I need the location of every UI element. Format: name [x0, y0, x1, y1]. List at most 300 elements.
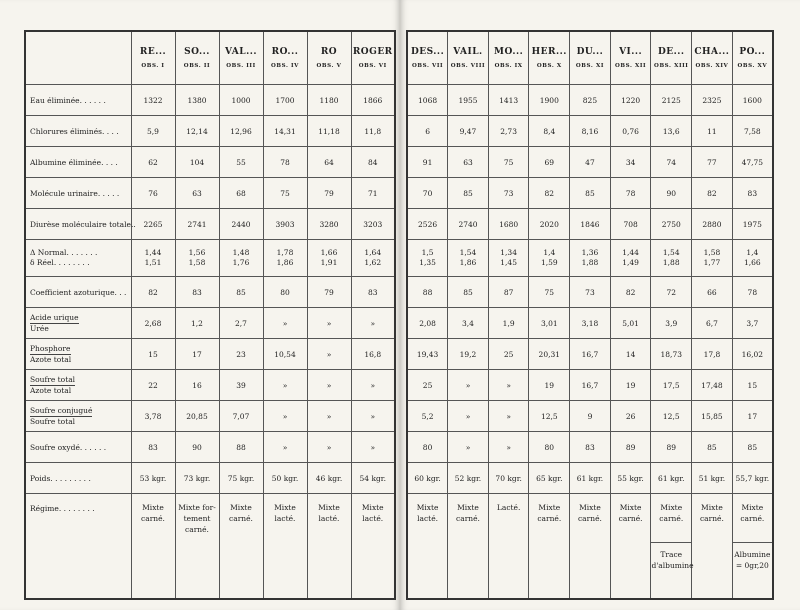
value: 65 kgr.	[536, 473, 563, 483]
observation-number: OBS. V	[316, 63, 342, 69]
data-cell	[651, 432, 692, 463]
data-cell	[651, 116, 692, 147]
value: 78	[747, 287, 758, 297]
table-row-coefficient	[407, 277, 773, 308]
delta-normal-value: 1,56	[188, 248, 206, 257]
delta-label-stack	[30, 248, 131, 268]
delta-values	[264, 248, 307, 268]
value: 18,73	[660, 349, 682, 359]
regime-line: Mixte for-	[178, 503, 216, 512]
data-cell	[219, 116, 263, 147]
data-cell	[488, 370, 529, 401]
row-label	[25, 339, 131, 370]
table-row-acide	[407, 308, 773, 339]
data-cell	[651, 370, 692, 401]
table-row-poids	[407, 463, 773, 494]
data-cell	[219, 240, 263, 277]
value: 46 kgr.	[315, 473, 343, 483]
row-label	[25, 178, 131, 209]
value: 12,14	[186, 126, 208, 136]
data-cell	[175, 339, 219, 370]
data-cell	[610, 463, 651, 494]
value: 0,76	[622, 126, 639, 136]
delta-normal-value: 1,78	[276, 248, 294, 257]
value: »	[326, 442, 332, 452]
value: 77	[707, 157, 717, 167]
data-cell	[448, 339, 489, 370]
data-cell	[529, 277, 570, 308]
value: 2750	[661, 219, 681, 229]
table-row-phosphore	[25, 339, 395, 370]
value: 68	[236, 188, 246, 198]
data-cell	[651, 178, 692, 209]
table-row-molecule	[407, 178, 773, 209]
regime-line: carné.	[537, 514, 562, 523]
value: 1322	[143, 95, 163, 105]
value: 90	[192, 442, 202, 452]
value: 3,9	[665, 318, 678, 328]
value: 47,75	[741, 157, 764, 167]
value: 53 kgr.	[139, 473, 167, 483]
delta-normal-value: 1,66	[320, 248, 338, 257]
data-cell	[131, 178, 175, 209]
observation-number: OBS. II	[183, 63, 211, 69]
value: »	[465, 442, 471, 452]
regime-line: Mixte	[318, 503, 340, 512]
value: 6,7	[705, 318, 718, 328]
data-cell	[131, 277, 175, 308]
data-cell	[351, 147, 395, 178]
value: 79	[324, 287, 334, 297]
data-cell	[488, 147, 529, 178]
value: 85	[236, 287, 246, 297]
data-cell	[732, 209, 773, 240]
value: 19	[625, 380, 636, 390]
data-cell	[219, 339, 263, 370]
value: 12,96	[230, 126, 252, 136]
value: »	[370, 318, 376, 328]
observation-number: OBS. IX	[494, 63, 523, 69]
value: 82	[148, 287, 158, 297]
data-cell	[692, 277, 733, 308]
value: 2,73	[500, 126, 517, 136]
value: 69	[544, 157, 555, 167]
delta-reel-value: 1,88	[581, 258, 599, 267]
data-cell	[351, 116, 395, 147]
data-cell	[692, 370, 733, 401]
data-cell	[175, 308, 219, 339]
data-cell	[175, 209, 219, 240]
value: 73 kgr.	[183, 473, 211, 483]
data-cell	[570, 116, 611, 147]
value: 75	[544, 287, 555, 297]
patient-header	[651, 31, 692, 85]
data-cell	[307, 370, 351, 401]
patient-name: VAL...	[225, 47, 257, 57]
data-cell	[263, 147, 307, 178]
value: 51 kgr.	[698, 473, 726, 483]
data-cell	[692, 463, 733, 494]
data-cell	[263, 401, 307, 432]
data-cell	[488, 85, 529, 116]
observation-number: OBS. VII	[411, 63, 444, 69]
data-cell	[407, 432, 448, 463]
value: 1380	[187, 95, 207, 105]
value: 19	[544, 380, 555, 390]
regime-line: Mixte	[538, 503, 561, 512]
data-cell	[610, 85, 651, 116]
delta-values	[529, 248, 569, 268]
data-cell	[263, 432, 307, 463]
regime-line: Mixte	[741, 503, 764, 512]
value: 2526	[418, 219, 438, 229]
value: 85	[463, 287, 473, 297]
data-cell	[692, 308, 733, 339]
value: 60 kgr.	[414, 473, 441, 483]
patient-name: VAIL.	[453, 47, 483, 57]
row-label-text: δ Réel. . . . . . . .	[30, 258, 90, 267]
row-label-text: Soufre oxydé. . . . . .	[30, 442, 107, 452]
data-cell	[732, 339, 773, 370]
data-cell	[407, 370, 448, 401]
value: 3203	[363, 219, 383, 229]
delta-normal-value: 1,64	[364, 248, 382, 257]
data-cell	[610, 494, 651, 600]
data-cell	[570, 370, 611, 401]
data-cell	[529, 339, 570, 370]
value: »	[506, 380, 511, 390]
value: 91	[422, 157, 433, 167]
data-cell	[219, 308, 263, 339]
value: 72	[666, 287, 677, 297]
data-cell	[351, 432, 395, 463]
value: 55 kgr.	[617, 473, 644, 483]
data-cell	[219, 209, 263, 240]
ratio-numerator: Soufre conjugué	[30, 405, 93, 415]
data-cell	[407, 339, 448, 370]
data-cell	[131, 339, 175, 370]
data-cell	[219, 277, 263, 308]
delta-normal-value: 1,44	[622, 248, 639, 257]
table-row-soufre	[25, 370, 395, 401]
header-label-cell	[25, 31, 131, 85]
value: 6	[425, 126, 430, 136]
row-label-text: Molécule urinaire. . . . .	[30, 188, 120, 198]
data-cell	[307, 401, 351, 432]
value: 9	[587, 411, 593, 421]
data-cell	[131, 308, 175, 339]
data-cell	[448, 277, 489, 308]
data-cell	[488, 209, 529, 240]
data-cell	[175, 401, 219, 432]
value: 85	[585, 188, 595, 198]
data-cell	[131, 209, 175, 240]
row-label-text: Chlorures éliminés. . . .	[30, 126, 119, 136]
table-row-acide	[25, 308, 395, 339]
patient-header	[175, 31, 219, 85]
value: 74	[666, 157, 677, 167]
note-line: d'albumine	[651, 561, 694, 570]
patient-name: ROGER	[352, 47, 393, 57]
data-cell	[692, 209, 733, 240]
data-cell	[407, 209, 448, 240]
value: 75 kgr.	[227, 473, 255, 483]
data-cell	[488, 277, 529, 308]
table-row-eau	[25, 85, 395, 116]
value: 1000	[231, 95, 251, 105]
value: 15,85	[701, 411, 723, 421]
table-row-diurese	[25, 209, 395, 240]
regime-line: Mixte	[142, 503, 164, 512]
value: 9,47	[459, 126, 477, 136]
data-cell	[263, 339, 307, 370]
data-cell	[131, 494, 175, 600]
patient-name: RO...	[271, 47, 299, 57]
data-cell	[448, 178, 489, 209]
patient-header	[529, 31, 570, 85]
data-cell	[529, 147, 570, 178]
ratio-label	[30, 344, 71, 365]
patient-name: RO	[320, 47, 338, 57]
regime-line: carné.	[699, 514, 724, 523]
regime-line: Lacté.	[496, 503, 521, 512]
header-row	[407, 31, 773, 85]
note-line: Albumine	[734, 550, 771, 559]
delta-reel-value: 1,77	[703, 258, 721, 267]
delta-normal-value: 1,36	[581, 248, 599, 257]
data-cell	[175, 432, 219, 463]
delta-reel-value: 1,45	[500, 258, 517, 267]
table-row-albumine	[25, 147, 395, 178]
data-cell	[570, 240, 611, 277]
value: 3,4	[462, 318, 474, 328]
table-row-regime	[407, 494, 773, 600]
value: 17,8	[703, 349, 721, 359]
regime-line: carné.	[229, 514, 253, 523]
ratio-numerator: Acide urique	[30, 312, 79, 322]
regime-line: lacté.	[362, 514, 384, 523]
data-cell	[448, 308, 489, 339]
value: 5,2	[421, 411, 434, 421]
patient-header	[732, 31, 773, 85]
value: 7,07	[232, 411, 250, 421]
data-cell	[692, 432, 733, 463]
left-data-table	[24, 30, 396, 600]
data-cell	[219, 463, 263, 494]
value: 20,31	[538, 349, 561, 359]
data-cell	[407, 401, 448, 432]
data-cell	[448, 432, 489, 463]
data-cell	[692, 240, 733, 277]
value: 23	[236, 349, 246, 359]
data-cell	[307, 178, 351, 209]
row-label	[25, 277, 131, 308]
delta-values	[651, 248, 691, 268]
value: »	[326, 380, 332, 390]
value: 1,2	[191, 318, 203, 328]
value: 83	[747, 188, 758, 198]
value: 85	[747, 442, 758, 452]
value: 85	[463, 188, 473, 198]
data-cell	[692, 116, 733, 147]
table-row-delta	[407, 240, 773, 277]
data-cell	[219, 178, 263, 209]
table-row-regime	[25, 494, 395, 600]
delta-normal-value: 1,34	[500, 248, 517, 257]
value: 2,7	[235, 318, 247, 328]
data-cell	[570, 147, 611, 178]
data-cell	[351, 209, 395, 240]
data-cell	[529, 432, 570, 463]
delta-reel-value: 1,66	[743, 258, 761, 267]
data-cell	[488, 401, 529, 432]
patient-header	[692, 31, 733, 85]
data-cell	[219, 85, 263, 116]
value: 1975	[742, 219, 762, 229]
value: 89	[625, 442, 636, 452]
patient-header	[351, 31, 395, 85]
value: 79	[324, 188, 334, 198]
patient-header	[448, 31, 489, 85]
patient-header	[407, 31, 448, 85]
data-cell	[307, 240, 351, 277]
data-cell	[307, 463, 351, 494]
value: 19,2	[459, 349, 477, 359]
data-cell	[732, 432, 773, 463]
regime-line: lacté.	[417, 514, 439, 523]
data-cell	[351, 339, 395, 370]
value: 47	[585, 157, 595, 167]
delta-reel-value: 1,86	[459, 258, 477, 267]
value: 15	[747, 380, 758, 390]
regime-line: carné.	[618, 514, 643, 523]
data-cell	[488, 240, 529, 277]
data-cell	[570, 339, 611, 370]
patient-header	[307, 31, 351, 85]
table-row-chlorures	[25, 116, 395, 147]
value: 3,01	[540, 318, 558, 328]
patient-header	[570, 31, 611, 85]
table-row-albumine	[407, 147, 773, 178]
header-row	[25, 31, 395, 85]
row-label-text: Poids. . . . . . . . .	[30, 473, 91, 483]
data-cell	[351, 401, 395, 432]
data-cell	[692, 401, 733, 432]
value: 63	[463, 157, 473, 167]
value: 39	[236, 380, 246, 390]
data-cell	[219, 494, 263, 600]
data-cell	[692, 339, 733, 370]
table-row-phosphore	[407, 339, 773, 370]
patient-name: DE...	[657, 47, 685, 57]
data-cell	[219, 370, 263, 401]
data-cell	[448, 209, 489, 240]
observation-number: OBS. XII	[614, 63, 647, 69]
data-cell	[529, 401, 570, 432]
value: 3,18	[581, 318, 599, 328]
value: 13,6	[662, 126, 680, 136]
data-cell	[529, 494, 570, 600]
regime-line: Mixte	[416, 503, 439, 512]
patient-name: SO...	[184, 47, 210, 57]
delta-normal-value: 1,44	[144, 248, 162, 257]
data-cell	[407, 277, 448, 308]
data-cell	[307, 308, 351, 339]
value: 3,78	[144, 411, 162, 421]
value: 83	[192, 287, 202, 297]
value: 12,5	[662, 411, 680, 421]
value: 17,5	[662, 380, 680, 390]
table-row-diurese	[407, 209, 773, 240]
value: 71	[367, 188, 378, 198]
delta-normal-value: 1,54	[662, 248, 680, 257]
value: 2741	[187, 219, 207, 229]
data-cell	[610, 277, 651, 308]
value: 90	[666, 188, 677, 198]
value: 1700	[275, 95, 295, 105]
value: 3,7	[746, 318, 759, 328]
value: 76	[148, 188, 158, 198]
data-cell	[307, 339, 351, 370]
data-cell	[131, 147, 175, 178]
row-label-text: Coefficient azoturique. . .	[30, 287, 127, 297]
row-label	[25, 209, 136, 240]
data-cell	[529, 209, 570, 240]
data-cell	[692, 494, 733, 600]
value: 82	[625, 287, 636, 297]
value: 62	[148, 157, 158, 167]
value: »	[282, 411, 288, 421]
regime-line: carné.	[456, 514, 480, 523]
value: 16,02	[741, 349, 764, 359]
data-cell	[307, 494, 351, 600]
value: 75	[503, 157, 514, 167]
data-cell	[732, 85, 773, 116]
data-cell	[529, 308, 570, 339]
value: »	[282, 318, 288, 328]
value: 83	[367, 287, 378, 297]
row-label	[25, 308, 131, 339]
table-row-conjugue	[25, 401, 395, 432]
data-cell	[488, 463, 529, 494]
data-cell	[307, 85, 351, 116]
patient-name: RE...	[139, 47, 167, 57]
row-label	[25, 401, 131, 432]
data-cell	[351, 463, 395, 494]
data-cell	[610, 401, 651, 432]
data-cell	[529, 178, 570, 209]
value: 11	[707, 126, 717, 136]
regime-line: Mixte	[701, 503, 723, 512]
observation-number: OBS. XI	[575, 63, 604, 69]
regime-line: Mixte	[457, 503, 479, 512]
value: 89	[666, 442, 677, 452]
data-cell	[307, 116, 351, 147]
row-label	[25, 116, 131, 147]
value: 85	[707, 442, 717, 452]
data-cell	[610, 240, 651, 277]
data-cell	[651, 494, 692, 600]
data-cell	[610, 147, 651, 178]
row-label	[25, 85, 131, 116]
ratio-numerator: Soufre total	[30, 374, 76, 384]
data-cell	[407, 116, 448, 147]
data-cell	[263, 277, 307, 308]
regime-line: carné.	[740, 514, 765, 523]
value: 2265	[143, 219, 163, 229]
data-cell	[351, 277, 395, 308]
data-cell	[175, 494, 219, 600]
